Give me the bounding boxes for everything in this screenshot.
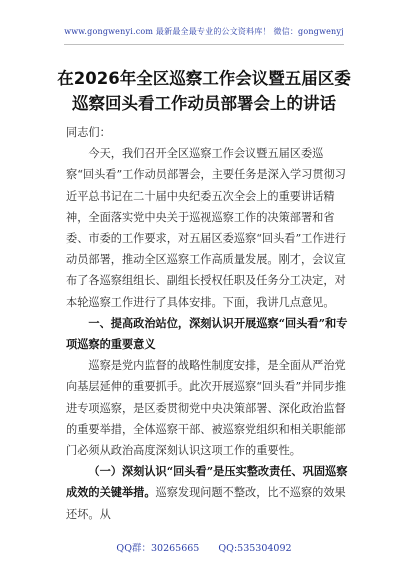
- qq-group: QQ群：30265665: [116, 543, 200, 554]
- title-line-2: 巡察回头看工作动员部署会上的讲话: [72, 94, 336, 113]
- contact-footer: [0, 540, 408, 554]
- section-heading-1: 一、提高政治站位，深刻认识开展巡察“回头看”和专项巡察的重要意义: [66, 315, 348, 352]
- qq-number: QQ:535304092: [218, 543, 292, 554]
- site-header: www.gongwenyi.com 最新最全最专业的公文资料库！ 微信：gongwenyj: [64, 27, 344, 36]
- document-title: [0, 66, 408, 116]
- document-body: [66, 122, 348, 525]
- subsection-heading-1: （一）深刻认识“回头看”是压实整改责任、巩固巡察成效的关键举措。: [66, 464, 348, 500]
- paragraph-subsection-1: [66, 461, 348, 525]
- subsection-text-1: 巡察发现问题不整改，比不巡察的效果还坏。从: [66, 486, 346, 521]
- header-divider: [64, 44, 344, 45]
- title-line-1: 在2026年全区巡察工作会议暨五届区委: [57, 69, 351, 88]
- paragraph-significance: 巡察是党内监督的战略性制度安排，是全面从严治党向基层延伸的重要抓手。此次开展巡察“回头看”并同步推进专项巡察，是区委贯彻党中央决策部署、深化政治监督的重要举措，全体巡察干部、被巡察党组织和相关职能部门必须从政治高度深刻认识这项工作的重要性。: [66, 359, 346, 458]
- paragraph-intro: 今天，我们召开全区巡察工作会议暨五届区委巡察“回头看”工作动员部署会，主要任务是深入学习贯彻习近平总书记在二十届中央纪委五次全会上的重要讲话精神，全面落实党中央关于巡视巡察工作的决策部署和省委、市委的工作要求，对五届区委巡察“回头看”工作进行动员部署，推动全区巡察工作高质量发展。刚才，会议宣布了各巡察组组长、副组长授权任职及任务分工决定，对本轮巡察工作进行了具体安排。下面，我讲几点意见。: [66, 147, 346, 309]
- salutation: 同志们：: [66, 126, 111, 139]
